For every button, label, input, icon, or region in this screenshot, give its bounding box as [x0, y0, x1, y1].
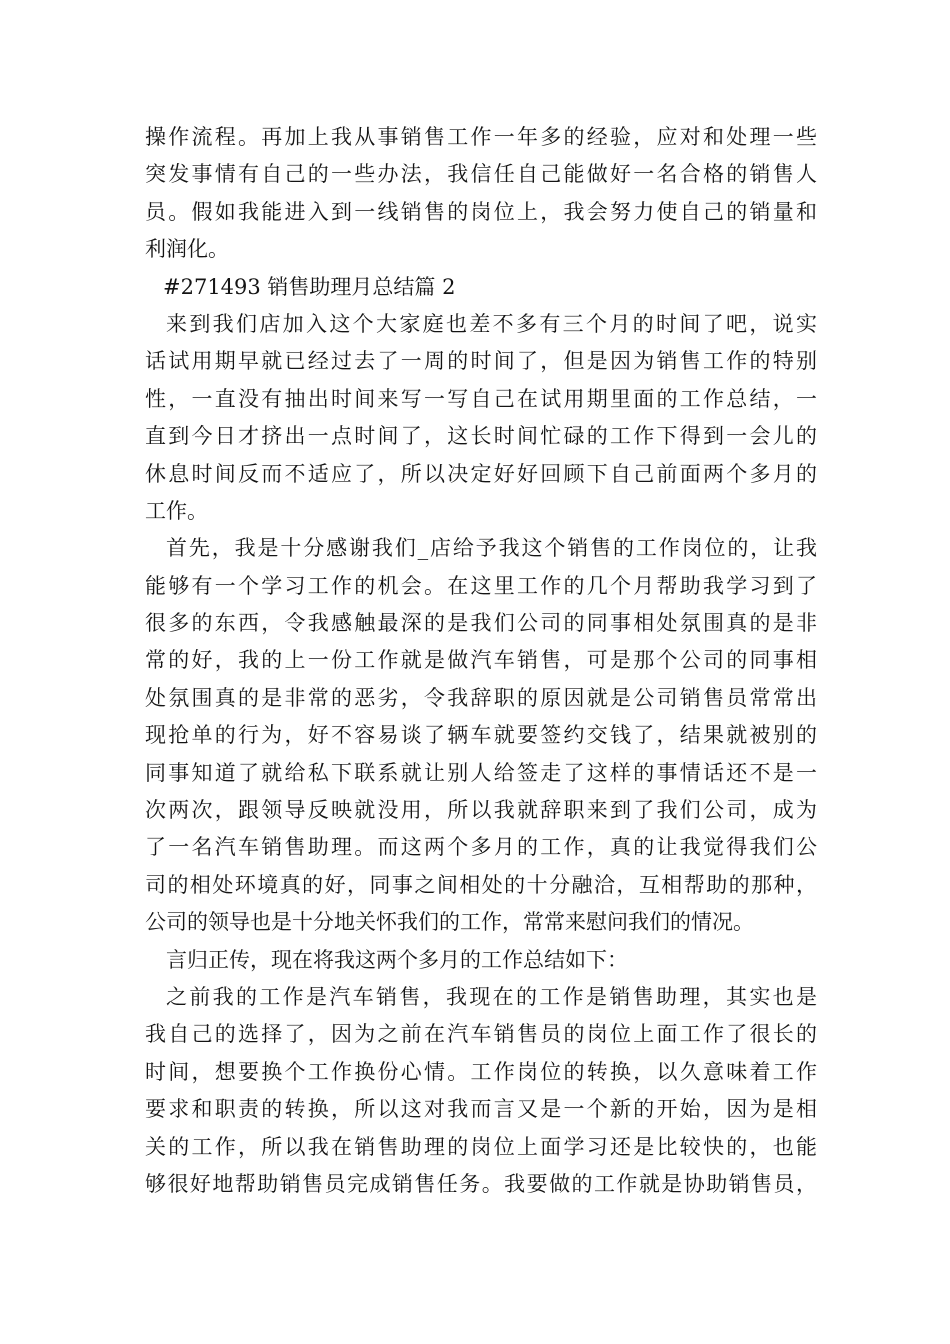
paragraph-line: 突发事情有自己的一些办法，我信任自己能做好一名合格的销售人	[145, 162, 817, 187]
paragraph-line: 直到今日才挤出一点时间了，这长时间忙碌的工作下得到一会儿的	[145, 424, 817, 449]
paragraph-line: 现抢单的行为，好不容易谈了辆车就要签约交钱了，结果就被别的	[145, 723, 817, 748]
paragraph-line: 我自己的选择了，因为之前在汽车销售员的岗位上面工作了很长的	[145, 1022, 817, 1047]
paragraph-line: 司的相处环境真的好，同事之间相处的十分融洽，互相帮助的那种，	[145, 872, 817, 897]
paragraph-line: 次两次，跟领导反映就没用，所以我就辞职来到了我们公司，成为	[145, 798, 817, 823]
paragraph-line: 来到我们店加入这个大家庭也差不多有三个月的时间了吧，说实	[166, 311, 817, 336]
section-heading: #271493 销售助理月总结篇 2	[163, 274, 456, 299]
paragraph-line: 性，一直没有抽出时间来写一写自己在试用期里面的工作总结，一	[145, 386, 817, 411]
paragraph-line: 员。假如我能进入到一线销售的岗位上，我会努力使自己的销量和	[145, 199, 817, 224]
paragraph-line: 关的工作，所以我在销售助理的岗位上面学习还是比较快的，也能	[145, 1134, 817, 1159]
paragraph-line: 之前我的工作是汽车销售，我现在的工作是销售助理，其实也是	[166, 984, 817, 1009]
paragraph-line: 公司的领导也是十分地关怀我们的工作，常常来慰问我们的情况。	[145, 910, 754, 935]
paragraph-line: 言归正传，现在将我这两个多月的工作总结如下：	[166, 947, 628, 972]
paragraph-line: 休息时间反而不适应了，所以决定好好回顾下自己前面两个多月的	[145, 461, 817, 486]
paragraph-line: 处氛围真的是非常的恶劣，令我辞职的原因就是公司销售员常常出	[145, 685, 817, 710]
paragraph-line: 时间，想要换个工作换份心情。工作岗位的转换，以久意味着工作	[145, 1059, 817, 1084]
paragraph-line: 同事知道了就给私下联系就让别人给签走了这样的事情话还不是一	[145, 760, 817, 785]
paragraph-line: 常的好，我的上一份工作就是做汽车销售，可是那个公司的同事相	[145, 648, 817, 673]
paragraph-line: 操作流程。再加上我从事销售工作一年多的经验，应对和处理一些	[145, 125, 817, 149]
paragraph-line: 够很好地帮助销售员完成销售任务。我要做的工作就是协助销售员，	[145, 1171, 817, 1196]
paragraph-line: 能够有一个学习工作的机会。在这里工作的几个月帮助我学习到了	[145, 573, 817, 598]
paragraph-line: 利润化。	[145, 237, 229, 262]
paragraph-line: 很多的东西，令我感触最深的是我们公司的同事相处氛围真的是非	[145, 611, 817, 636]
paragraph-line: 要求和职责的转换，所以这对我而言又是一个新的开始，因为是相	[145, 1097, 817, 1122]
document-body	[145, 119, 817, 1203]
paragraph-line: 话试用期早就已经过去了一周的时间了，但是因为销售工作的特别	[145, 349, 817, 374]
paragraph-line: 首先，我是十分感谢我们_店给予我这个销售的工作岗位的，让我	[166, 536, 817, 561]
paragraph-line: 了一名汽车销售助理。而这两个多月的工作，真的让我觉得我们公	[145, 835, 817, 860]
paragraph-line: 工作。	[145, 498, 208, 523]
